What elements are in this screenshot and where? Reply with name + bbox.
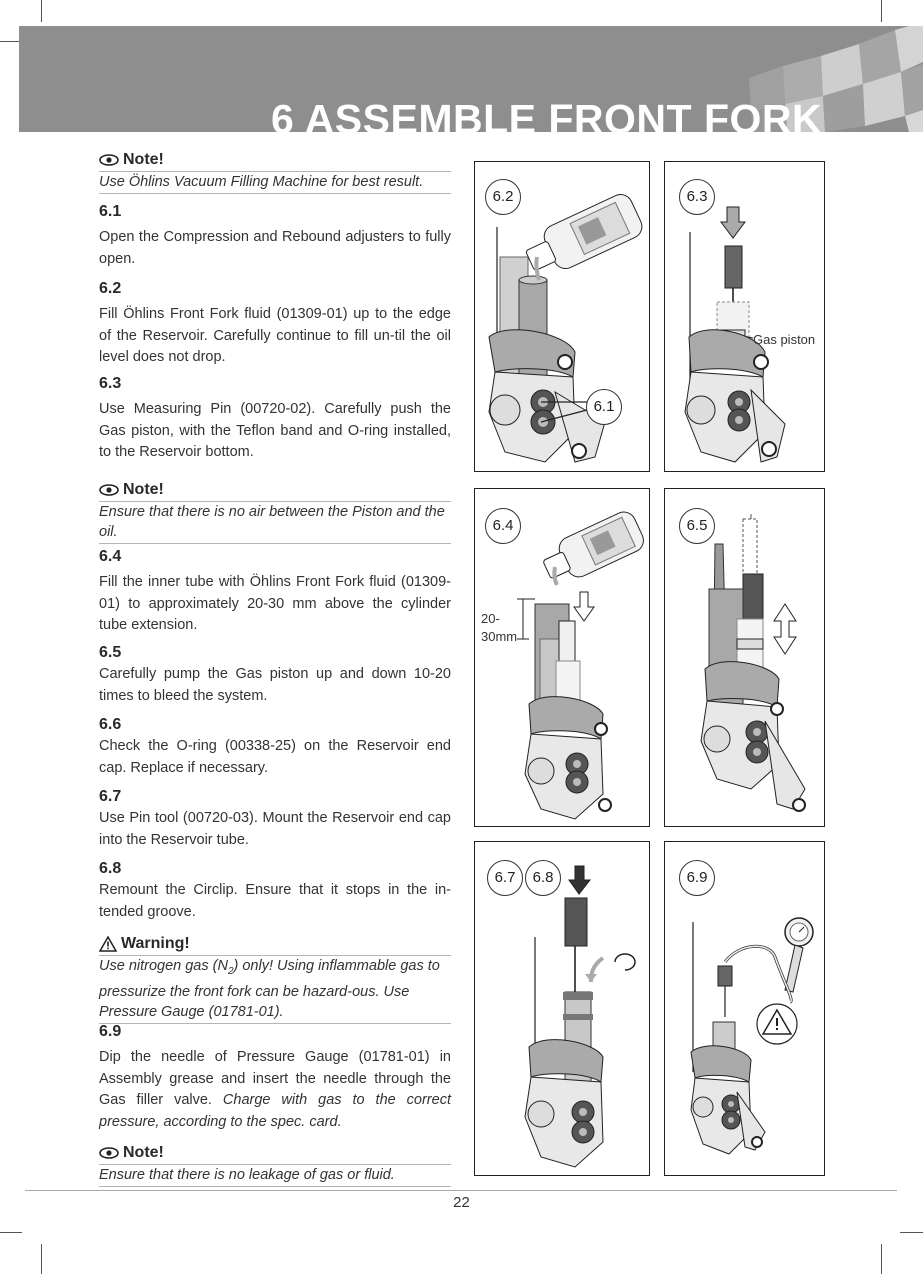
figure-6-3 [664,161,825,472]
callout-badge: 6.1 [586,389,622,425]
step-number: 6.8 [99,860,122,877]
note-block [99,150,451,194]
step-6-1 [99,203,451,270]
figure-6-5 [664,488,825,827]
note-heading [99,150,451,172]
step-6-7 [99,788,451,851]
step-number: 6.1 [99,203,122,220]
step-number: 6.4 [99,548,122,565]
note-label: Note! [123,1144,164,1161]
note-block [99,480,451,544]
step-6-6 [99,716,451,779]
note-heading [99,480,451,502]
step-number: 6.3 [99,375,122,392]
note-label: Note! [123,481,164,498]
note-heading [99,1143,451,1165]
crop-mark [41,0,42,22]
warning-text-part: Use nitrogen gas (N [99,958,228,974]
crop-mark [881,1244,882,1274]
crop-mark [0,1232,22,1233]
warning-text [99,956,451,1024]
warning-heading [99,934,451,956]
step-text-part: Dip the needle of Pressure Gauge (01781-01) in Assembly grease and insert the needle through the Gas filler valve. [99,1049,451,1108]
crop-mark [881,0,882,22]
crop-mark [41,1244,42,1274]
warning-triangle-icon [99,936,117,952]
dimension-label: 20- [481,611,500,626]
step-text: Check the O-ring (00338-25) on the Reservoir end cap. Replace if necessary. [99,738,451,776]
step-6-9 [99,1023,451,1133]
warning-text-part: ) only! Using inflammable gas to pressurize the front fork can be hazard-ous. Use Pressure Gauge (01781-01). [99,958,440,1020]
dimension-label: 30mm [481,629,518,644]
eye-icon [99,154,119,166]
step-text: Open the Compression and Rebound adjusters to fully open. [99,229,451,267]
figure-6-9 [664,841,825,1176]
step-number: 6.7 [99,788,122,805]
warning-block [99,934,451,1024]
page-number: 22 [453,1194,470,1211]
note-text: Ensure that there is no leakage of gas or fluid. [99,1165,451,1187]
footer-divider [25,1190,897,1191]
figure-badge: 6.5 [679,508,715,544]
step-6-3 [99,375,451,464]
section-header [19,26,923,132]
step-text: Use Measuring Pin (00720-02). Carefully push the Gas piston, with the Teflon band and O-ring installed, to the Reservoir bottom. [99,401,451,460]
gas-piston-label: Gas piston [753,332,816,347]
step-text-italic: Charge with gas to the correct pressure, according to the spec. card. [99,1092,451,1130]
figure-badge: 6.4 [485,508,521,544]
figure-6-2 [474,161,650,472]
note-label: Note! [123,151,164,168]
figure-6-4 [474,488,650,827]
step-text: Carefully pump the Gas piston up and down 10-20 times to bleed the system. [99,666,451,704]
figure-badge: 6.9 [679,860,715,896]
step-number: 6.6 [99,716,122,733]
figure-badge: 6.2 [485,179,521,215]
step-6-5 [99,644,451,707]
step-number: 6.5 [99,644,122,661]
subscript: 2 [227,965,234,977]
figure-badge: 6.8 [525,860,561,896]
step-text: Fill Öhlins Front Fork fluid (01309-01) up to the edge of the Reservoir. Carefully continue to fill un-til the oil level does not drop. [99,306,451,365]
step-number: 6.2 [99,280,122,297]
step-text: Remount the Circlip. Ensure that it stops in the in-tended groove. [99,882,451,920]
eye-icon [99,1147,119,1159]
step-text [99,1047,451,1133]
note-block [99,1143,451,1187]
step-6-4 [99,548,451,637]
step-text: Fill the inner tube with Öhlins Front Fork fluid (01309-01) to approximately 20-30 mm above the cylinder tube extension. [99,574,451,633]
page-title: 6 ASSEMBLE FRONT FORK [271,96,823,132]
step-6-8 [99,860,451,923]
warning-label: Warning! [121,935,190,952]
crop-mark [900,1232,923,1233]
step-text: Use Pin tool (00720-03). Mount the Reservoir end cap into the Reservoir tube. [99,810,451,848]
figure-badge: 6.3 [679,179,715,215]
step-number: 6.9 [99,1023,122,1040]
figure-6-7-6-8 [474,841,650,1176]
note-text: Ensure that there is no air between the Piston and the oil. [99,502,451,544]
note-text: Use Öhlins Vacuum Filling Machine for best result. [99,172,451,194]
figure-badge: 6.7 [487,860,523,896]
step-6-2 [99,280,451,369]
eye-icon [99,484,119,496]
